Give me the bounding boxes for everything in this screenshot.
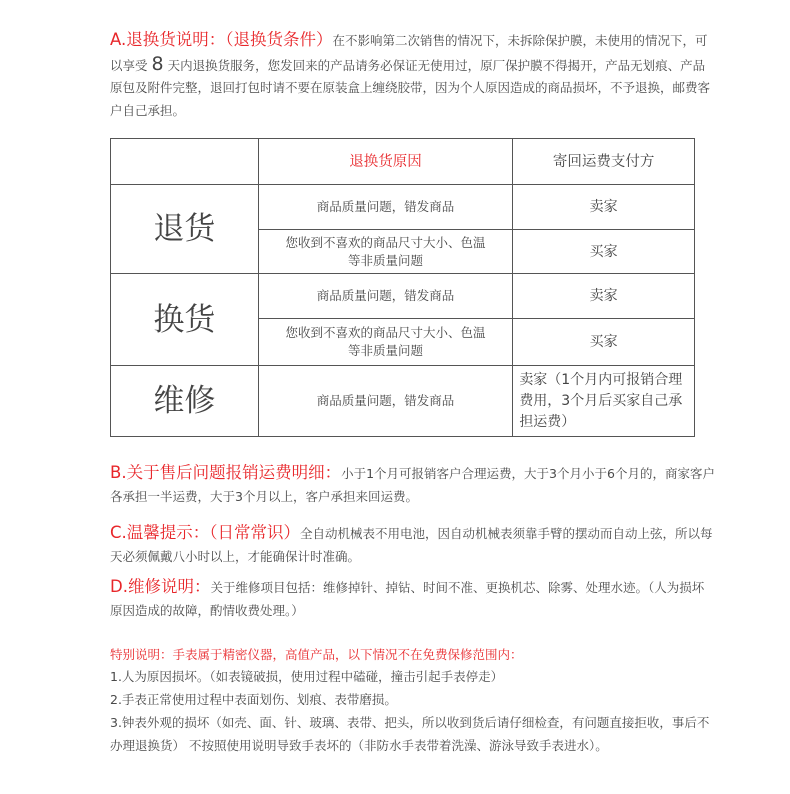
- payer-cell: 卖家（1个月内可报销合理费用，3个月后买家自己承担运费）: [513, 366, 695, 437]
- return-days: 8: [151, 52, 164, 75]
- table-row: [111, 185, 695, 230]
- section-c-text: 全自动机械表不用电池，因自动机械表须靠手臂的摆动而自动上弦，所以每天必须佩戴八小时以上，才能确保计时准确。: [110, 526, 713, 564]
- payer-cell: 买家: [513, 319, 695, 366]
- section-c: [110, 522, 715, 568]
- list-item: 3.钟表外观的损坏（如壳、面、针、玻璃、表带、把头，所以收到货后请仔细检查，有问题直接拒收，事后不办理退换货） 不按照使用说明导致手表坏的（非防水手表带着洗澡、游泳导致手表进水）。: [110, 715, 710, 753]
- reason-cell: 商品质量问题，错发商品: [258, 366, 513, 437]
- section-b: [110, 462, 715, 508]
- list-item: 2.手表正常使用过程中表面划伤、划痕、表带磨损。: [110, 692, 397, 707]
- table-row: [111, 366, 695, 437]
- reason-cell: 商品质量问题，错发商品: [258, 185, 513, 230]
- reason-cell: 您收到不喜欢的商品尺寸大小、色温等非质量问题: [258, 319, 513, 366]
- section-d: [110, 576, 715, 622]
- section-b-heading: B.关于售后问题报销运费明细：: [110, 463, 342, 482]
- table-header-row: [111, 139, 695, 185]
- section-a-text2: 天内退换货服务，您发回来的产品请务必保证无使用过，原厂保护膜不得揭开，产品无划痕、产品原包及附件完整，退回打包时请不要在原装盒上缠绕胶带，因为个人原因造成的商品损坏，不予退换，邮费客户自己承担。: [110, 57, 711, 118]
- special-note-heading: 特别说明：手表属于精密仪器，高值产品，以下情况不在免费保修范围内：: [110, 647, 523, 662]
- table-row: [111, 274, 695, 319]
- section-a: [110, 29, 715, 122]
- category-repair: 维修: [111, 366, 259, 437]
- section-d-text: 关于维修项目包括：维修掉针、掉钻、时间不准、更换机芯、除雾、处理水迹。（人为损坏原因造成的故障，酌情收费处理。）: [110, 580, 705, 618]
- header-payer: 寄回运费支付方: [513, 139, 695, 185]
- header-blank: [111, 139, 259, 185]
- category-return: 退货: [111, 185, 259, 274]
- payer-cell: 买家: [513, 230, 695, 274]
- section-b-text: 小于1个月可报销客户合理运费，大于3个月小于6个月的，商家客户各承担一半运费，大于3个月以上，客户承担来回运费。: [110, 466, 715, 504]
- return-policy-table: [110, 138, 695, 437]
- reason-cell: 商品质量问题，错发商品: [258, 274, 513, 319]
- section-a-text1: 在不影响第二次销售的情况下，未拆除保护膜，未使用的情况下，可以享受: [110, 33, 708, 73]
- reason-cell: 您收到不喜欢的商品尺寸大小、色温等非质量问题: [258, 230, 513, 274]
- list-item: 1.人为原因损坏。（如表镜破损，使用过程中磕碰，撞击引起手表停走）: [110, 669, 504, 684]
- header-reason: 退换货原因: [258, 139, 513, 185]
- category-exchange: 换货: [111, 274, 259, 366]
- special-note-list: [110, 665, 710, 757]
- payer-cell: 卖家: [513, 185, 695, 230]
- section-c-heading: C.温馨提示：（日常常识）: [110, 523, 301, 542]
- section-d-heading: D.维修说明：: [110, 577, 211, 596]
- payer-cell: 卖家: [513, 274, 695, 319]
- section-a-heading: A.退换货说明：（退换货条件）: [110, 30, 333, 49]
